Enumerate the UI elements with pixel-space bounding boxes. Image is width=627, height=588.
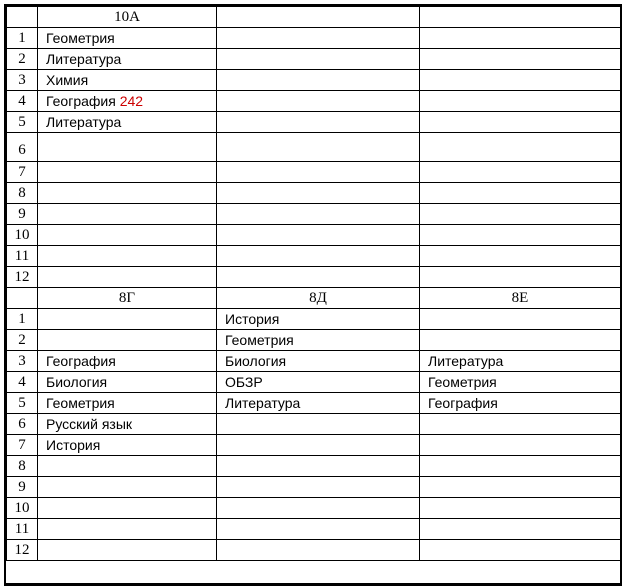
subject-name: Биология — [46, 374, 108, 390]
subject-cell — [217, 183, 420, 204]
subject-name: Литература — [46, 114, 122, 130]
subject-name: География — [46, 93, 120, 109]
subject-cell — [420, 456, 621, 477]
lesson-row — [7, 540, 621, 561]
subject-cell — [217, 519, 420, 540]
lesson-row — [7, 351, 621, 372]
class-header: 8Г — [38, 288, 217, 309]
subject-cell — [38, 133, 217, 162]
lesson-row — [7, 435, 621, 456]
lesson-number: 1 — [7, 309, 38, 330]
lesson-row — [7, 372, 621, 393]
subject-cell — [38, 351, 217, 372]
subject-cell — [420, 435, 621, 456]
subject-name: Геометрия — [46, 30, 115, 46]
subject-name: Геометрия — [225, 332, 294, 348]
subject-cell — [38, 49, 217, 70]
subject-cell — [217, 456, 420, 477]
subject-cell — [420, 49, 621, 70]
subject-name: ОБЗР — [225, 374, 263, 390]
subject-cell — [38, 112, 217, 133]
subject-cell — [217, 351, 420, 372]
subject-cell — [38, 70, 217, 91]
subject-cell — [420, 28, 621, 49]
lesson-number: 5 — [7, 112, 38, 133]
subject-cell — [420, 246, 621, 267]
lesson-row — [7, 91, 621, 112]
subject-cell — [217, 246, 420, 267]
subject-cell — [38, 267, 217, 288]
class-header-row — [7, 7, 621, 28]
lesson-number: 12 — [7, 267, 38, 288]
lesson-row — [7, 477, 621, 498]
subject-cell — [420, 133, 621, 162]
subject-cell — [420, 183, 621, 204]
subject-cell — [420, 225, 621, 246]
subject-cell — [217, 498, 420, 519]
subject-cell — [217, 91, 420, 112]
subject-cell — [217, 477, 420, 498]
lesson-number: 3 — [7, 70, 38, 91]
subject-cell — [217, 414, 420, 435]
lesson-row — [7, 70, 621, 91]
lesson-number: 9 — [7, 477, 38, 498]
class-header-row — [7, 288, 621, 309]
subject-cell — [420, 70, 621, 91]
lesson-number: 8 — [7, 456, 38, 477]
lesson-number: 4 — [7, 372, 38, 393]
subject-name: История — [225, 311, 280, 327]
lesson-row — [7, 133, 621, 162]
room-number: 242 — [119, 93, 144, 109]
subject-cell — [38, 309, 217, 330]
subject-cell — [217, 112, 420, 133]
lesson-row — [7, 49, 621, 70]
class-header: 10А — [38, 7, 217, 28]
lesson-number: 2 — [7, 330, 38, 351]
subject-cell — [217, 435, 420, 456]
lesson-number: 10 — [7, 225, 38, 246]
lesson-row — [7, 112, 621, 133]
subject-cell — [38, 498, 217, 519]
lesson-row — [7, 225, 621, 246]
subject-cell — [420, 540, 621, 561]
subject-name: Литература — [428, 353, 504, 369]
lesson-number: 6 — [7, 414, 38, 435]
lesson-row — [7, 330, 621, 351]
subject-cell — [38, 246, 217, 267]
subject-cell — [420, 372, 621, 393]
subject-cell — [420, 393, 621, 414]
subject-name: География — [428, 395, 498, 411]
lesson-row — [7, 393, 621, 414]
lesson-number: 3 — [7, 351, 38, 372]
subject-name: Русский язык — [46, 416, 133, 432]
subject-name: География — [46, 353, 116, 369]
lesson-number: 11 — [7, 519, 38, 540]
lesson-row — [7, 246, 621, 267]
subject-cell — [217, 540, 420, 561]
subject-cell — [420, 162, 621, 183]
lesson-number: 6 — [7, 133, 38, 162]
subject-cell — [38, 330, 217, 351]
lesson-row — [7, 309, 621, 330]
subject-cell — [217, 204, 420, 225]
lesson-number: 9 — [7, 204, 38, 225]
lesson-number: 2 — [7, 49, 38, 70]
lesson-row — [7, 204, 621, 225]
subject-name: Химия — [46, 72, 89, 88]
subject-cell — [217, 309, 420, 330]
subject-cell — [420, 477, 621, 498]
subject-cell — [420, 351, 621, 372]
timetable-body — [7, 7, 621, 561]
lesson-row — [7, 456, 621, 477]
subject-cell — [38, 414, 217, 435]
lesson-row — [7, 519, 621, 540]
subject-cell — [420, 267, 621, 288]
subject-cell — [217, 267, 420, 288]
subject-cell — [217, 162, 420, 183]
lesson-number: 12 — [7, 540, 38, 561]
lesson-number: 1 — [7, 28, 38, 49]
subject-cell — [217, 28, 420, 49]
lesson-number: 7 — [7, 162, 38, 183]
lesson-number: 5 — [7, 393, 38, 414]
lesson-row — [7, 267, 621, 288]
class-header: 8Д — [217, 288, 420, 309]
lesson-number: 7 — [7, 435, 38, 456]
timetable — [6, 6, 621, 561]
class-header — [420, 7, 621, 28]
subject-cell — [38, 456, 217, 477]
subject-cell — [217, 70, 420, 91]
lesson-row — [7, 183, 621, 204]
lesson-row — [7, 498, 621, 519]
subject-cell — [38, 162, 217, 183]
subject-cell — [420, 309, 621, 330]
subject-cell — [38, 477, 217, 498]
subject-cell — [217, 372, 420, 393]
subject-cell — [38, 183, 217, 204]
subject-cell — [38, 435, 217, 456]
subject-cell — [38, 393, 217, 414]
subject-cell — [420, 519, 621, 540]
subject-cell — [420, 498, 621, 519]
subject-name: Литература — [225, 395, 301, 411]
subject-cell — [38, 204, 217, 225]
corner-cell — [7, 288, 38, 309]
lesson-row — [7, 414, 621, 435]
lesson-row — [7, 162, 621, 183]
subject-cell — [217, 225, 420, 246]
subject-cell — [38, 225, 217, 246]
subject-name: Литература — [46, 51, 122, 67]
subject-cell — [420, 204, 621, 225]
subject-cell — [217, 49, 420, 70]
lesson-number: 11 — [7, 246, 38, 267]
lesson-row — [7, 28, 621, 49]
subject-cell — [420, 330, 621, 351]
lesson-number: 8 — [7, 183, 38, 204]
subject-cell — [38, 519, 217, 540]
subject-cell — [38, 372, 217, 393]
lesson-number: 4 — [7, 91, 38, 112]
lesson-number: 10 — [7, 498, 38, 519]
subject-cell — [38, 91, 217, 112]
subject-cell — [217, 133, 420, 162]
class-header — [217, 7, 420, 28]
subject-cell — [38, 540, 217, 561]
subject-cell — [217, 330, 420, 351]
corner-cell — [7, 7, 38, 28]
class-header: 8Е — [420, 288, 621, 309]
subject-name: Биология — [225, 353, 287, 369]
subject-cell — [420, 112, 621, 133]
timetable-sheet — [4, 4, 622, 586]
subject-cell — [38, 28, 217, 49]
subject-cell — [420, 91, 621, 112]
subject-cell — [217, 393, 420, 414]
subject-name: Геометрия — [46, 395, 115, 411]
subject-name: Геометрия — [428, 374, 497, 390]
subject-name: История — [46, 437, 101, 453]
subject-cell — [420, 414, 621, 435]
